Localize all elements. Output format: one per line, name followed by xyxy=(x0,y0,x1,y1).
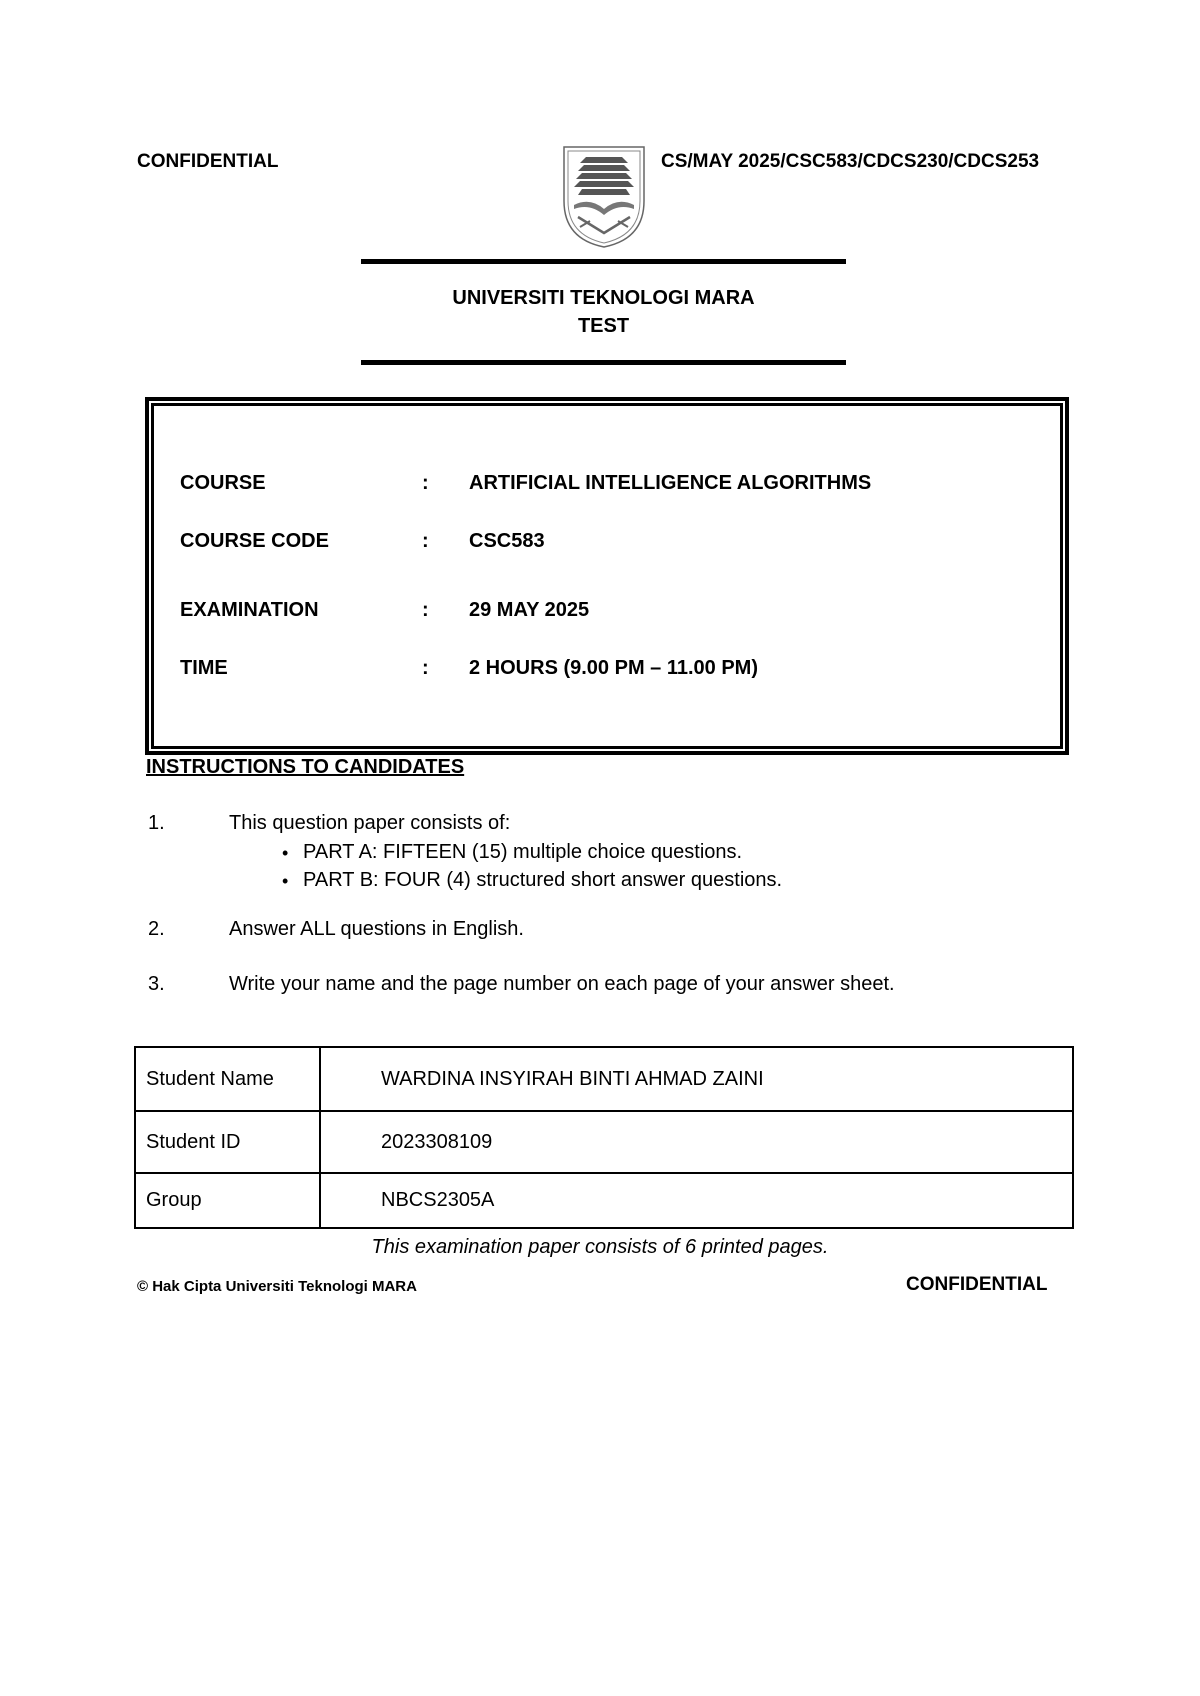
time-value: 2 HOURS (9.00 PM – 11.00 PM) xyxy=(469,657,759,679)
group-value: NBCS2305A xyxy=(320,1173,1073,1228)
uitm-crest-icon xyxy=(560,143,648,249)
course-value: ARTIFICIAL INTELLIGENCE ALGORITHMS xyxy=(469,472,872,494)
instruction-number: 3. xyxy=(148,973,165,995)
bullet-icon: • xyxy=(282,843,289,863)
table-row xyxy=(135,1111,1073,1173)
course-code-colon: : xyxy=(422,530,429,552)
course-colon: : xyxy=(422,472,429,494)
student-name-label: Student Name xyxy=(135,1047,320,1111)
course-info-box-inner xyxy=(151,403,1063,749)
copyright-notice: © Hak Cipta Universiti Teknologi MARA xyxy=(137,1278,417,1295)
examination-colon: : xyxy=(422,599,429,621)
student-id-label: Student ID xyxy=(135,1111,320,1173)
bullet-icon: • xyxy=(282,871,289,891)
student-info-table xyxy=(134,1046,1074,1229)
time-label: TIME xyxy=(180,657,228,679)
course-label: COURSE xyxy=(180,472,266,494)
examination-label: EXAMINATION xyxy=(180,599,319,621)
university-name: UNIVERSITI TEKNOLOGI MARA xyxy=(452,287,755,309)
group-label: Group xyxy=(135,1173,320,1228)
instruction-text: Answer ALL questions in English. xyxy=(229,918,524,940)
examination-value: 29 MAY 2025 xyxy=(469,599,590,621)
table-row xyxy=(135,1047,1073,1111)
instruction-sub-item: PART B: FOUR (4) structured short answer questions. xyxy=(303,869,783,891)
table-row xyxy=(135,1173,1073,1228)
instruction-sub-item: PART A: FIFTEEN (15) multiple choice questions. xyxy=(303,841,743,863)
time-colon: : xyxy=(422,657,429,679)
title-bottom-rule xyxy=(361,360,846,365)
course-code-label: COURSE CODE xyxy=(180,530,329,552)
header-paper-code: CS/MAY 2025/CSC583/CDCS230/CDCS253 xyxy=(661,151,1040,172)
instruction-number: 1. xyxy=(148,812,165,834)
header-confidential-label: CONFIDENTIAL xyxy=(137,151,279,172)
instruction-text: Write your name and the page number on each page of your answer sheet. xyxy=(229,973,895,995)
title-top-rule xyxy=(361,259,846,264)
document-type: TEST xyxy=(577,315,630,337)
title-block xyxy=(361,284,846,340)
instruction-number: 2. xyxy=(148,918,165,940)
page-count-note: This examination paper consists of 6 printed pages. xyxy=(371,1236,829,1258)
footer-confidential-label: CONFIDENTIAL xyxy=(906,1274,1048,1295)
instruction-text: This question paper consists of: xyxy=(229,812,511,834)
instructions-title: INSTRUCTIONS TO CANDIDATES xyxy=(146,756,465,778)
student-name-value: WARDINA INSYIRAH BINTI AHMAD ZAINI xyxy=(320,1047,1073,1111)
course-code-value: CSC583 xyxy=(469,530,545,552)
student-id-value: 2023308109 xyxy=(320,1111,1073,1173)
